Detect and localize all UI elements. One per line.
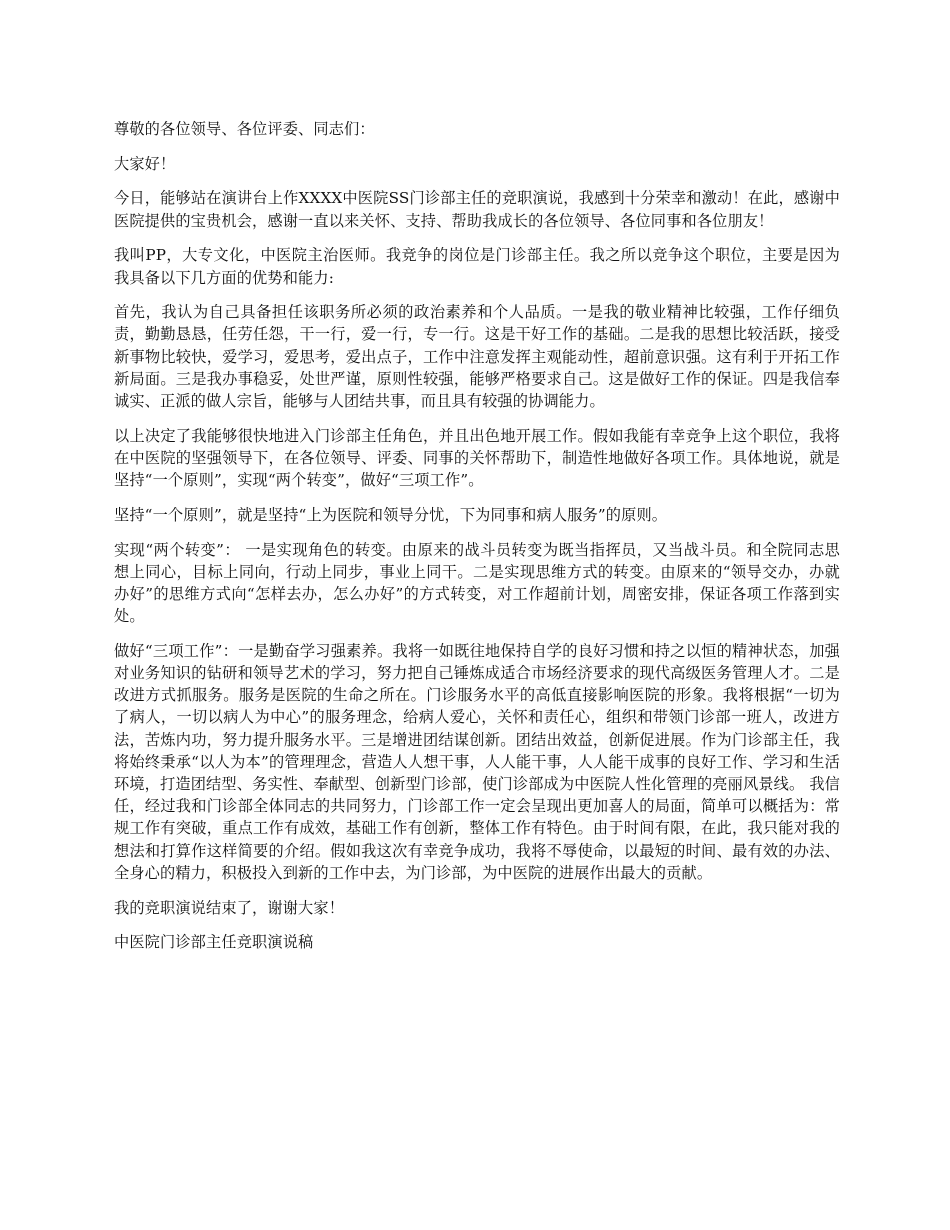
salutation: 尊敬的各位领导、各位评委、同志们： <box>114 120 375 138</box>
paragraph-two-changes: 实现“两个转变”： 一是实现角色的转变。由原来的战斗员转变为既当指挥员，又当战斗员。和全院同志思想上同心，目标上同向，行动上同步，事业上同干。二是实现思维方式的转变。由原来的“领导交办，办就办好”的思维方式向“怎样去办，怎么办好”的方式转变，对工作超前计划，周密安排，保证各项工作落到实处。 <box>114 540 840 626</box>
paragraph-three-tasks: 做好“三项工作”：一是勤奋学习强素养。我将一如既往地保持自学的良好习惯和持之以恒的精神状态，加强对业务知识的钻研和领导艺术的学习，努力把自己锤炼成适合市场经济要求的现代高级医务管理人才。二是改进方式抓服务。服务是医院的生命之所在。门诊服务水平的高低直接影响医院的形象。我将根据“一切为了病人，一切以病人为中心”的服务理念，给病人爱心，关怀和责任心，组织和带领门诊部一班人，改进方法，苦炼内功，努力提升服务水平。三是增进团结谋创新。团结出效益，创新促进展。作为门诊部主任，我将始终秉承“以人为本”的管理理念，营造人人想干事，人人能干事，人人能干成事的良好工作、学习和生活环境，打造团结型、务实性、奉献型、创新型门诊部，使门诊部成为中医院人性化管理的亮丽风景线。 我信任，经过我和门诊部全体同志的共同努力，门诊部工作一定会呈现出更加喜人的局面，简单可以概括为：常规工作有突破，重点工作有成效，基础工作有创新，整体工作有特色。由于时间有限，在此，我只能对我的想法和打算作这样简要的介绍。假如我这次有幸竞争成功，我将不辱使命，以最短的时间、最有效的办法、全身心的精力，积极投入到新的工作中去，为门诊部，为中医院的进展作出最大的贡献。 <box>114 641 840 882</box>
paragraph-self-introduction: 我叫PP，大专文化，中医院主治医师。我竞争的岗位是门诊部主任。我之所以竞争这个职位，主要是因为我具备以下几方面的优势和能力: <box>114 246 840 287</box>
document-page <box>114 118 840 966</box>
paragraph-ending: 我的竞职演说结束了，谢谢大家！ <box>114 898 345 917</box>
greeting: 大家好！ <box>114 154 176 173</box>
paragraph-opening: 今日，能够站在演讲台上作XXXX中医院SS门诊部主任的竞职演说，我感到十分荣幸和激动！在此，感谢中医院提供的宝贵机会，感谢一直以来关怀、支持、帮助我成长的各位领导、各位同事和各位朋友！ <box>114 189 840 230</box>
paragraph-qualities: 首先，我认为自己具备担任该职务所必须的政治素养和个人品质。一是我的敬业精神比较强，工作仔细负责，勤勤恳恳，任劳任怨，干一行，爱一行，专一行。这是干好工作的基础。二是我的思想比较活跃，接受新事物比较快，爱学习，爱思考，爱出点子，工作中注意发挥主观能动性，超前意识强。这有利于开拓工作新局面。三是我办事稳妥，处世严谨，原则性较强，能够严格要求自己。这是做好工作的保证。四是我信奉诚实、正派的做人宗旨，能够与人团结共事，而且具有较强的协调能力。 <box>114 303 840 411</box>
paragraph-plan-overview: 以上决定了我能够很快地进入门诊部主任角色，并且出色地开展工作。假如我能有幸竞争上这个职位，我将在中医院的坚强领导下，在各位领导、评委、同事的关怀帮助下，制造性地做好各项工作。具体地说，就是坚持“一个原则”，实现“两个转变”，做好“三项工作”。 <box>114 426 840 490</box>
paragraph-one-principle: 坚持“一个原则”，就是坚持“上为医院和领导分忧，下为同事和病人服务”的原则。 <box>114 505 668 524</box>
closing-title: 中医院门诊部主任竞职演说稿 <box>114 933 314 952</box>
